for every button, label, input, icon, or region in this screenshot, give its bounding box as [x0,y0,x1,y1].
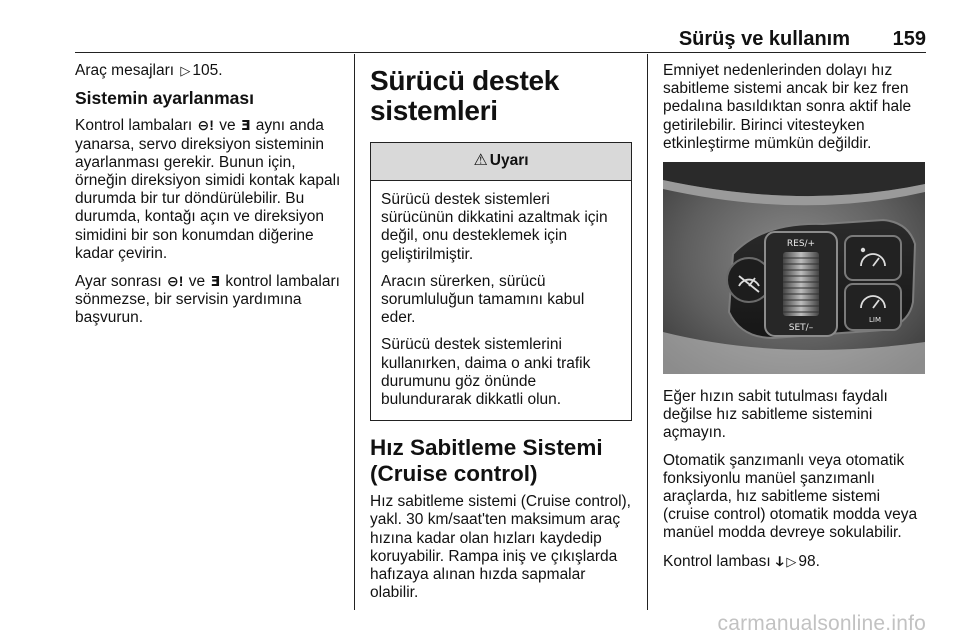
chapter-heading-line-1: Sürücü destek [370,65,560,96]
cruise-paragraph-1: Hız sabitleme sistemi (Cruise control), yakl. 30 km/saat'ten maksimum araç hızına kadar olan hızları kaydedip koruyabilir. Rampa iniş ve çıkışlarda hafızaya alınan hızda sapmalar olabilir. [370,493,631,602]
chapter-heading-line-2: sistemleri [370,95,498,126]
intro-text: Araç mesajları [75,62,175,79]
steering-wheel-controls-photo [663,162,925,374]
section-heading-line-1: Hız Sabitleme Sistemi [370,435,603,461]
intro-page-ref[interactable]: 105. [192,62,223,79]
column-3 [663,62,926,580]
warning-triangle-icon: ⚠ [473,152,488,170]
section-title: Sürüş ve kullanım [678,28,850,50]
steering-wheel-icon: ⴺ [210,273,221,290]
warning-paragraph-3: Sürücü destek sistemlerini kullanırken, daima o anki trafik durumunu göz önünde bulundurarak dikkatli olun. [381,336,591,409]
control-lamp-page-ref[interactable]: 98. [798,552,820,570]
column-divider-1 [354,54,355,610]
warning-body [371,181,631,420]
p2-text-b: ve [188,273,206,291]
p1-text-a: Kontrol lambaları [75,117,193,135]
column-divider-2 [647,54,648,610]
p1-text-c: aynı anda yanarsa, servo direksiyon sisteminin ayarlanması gerekir. Bunun için, örneğin direksiyon simidi kontak kapalı durumda bir tur döndürülebilir. Bu durumda, kontağı açın ve direksiyon simidini bir son konumdan diğerine kadar çevirin. [75,117,341,262]
watermark: carmanualsonline.info [717,612,926,635]
chapter-heading [370,66,632,126]
header-rule [75,52,926,53]
subsection-heading: Sistemin ayarlanması [75,88,254,109]
p2-text-a: Ayar sonrası [75,273,162,291]
warning-box [370,142,632,421]
warning-paragraph-2: Aracın sürerken, sürücü sorumluluğun tamamını kabul eder. [381,272,585,327]
section-heading-line-2: (Cruise control) [370,461,538,487]
transmission-paragraph: Otomatik şanzımanlı veya otomatik fonksiyonlu manüel şanzımanlı araçlarda, hız sabitleme sistemi (cruise control) otomatik modda veya manüel modda devreye sokulabilir. [663,451,918,542]
column-1 [75,62,345,337]
steering-wheel-icon: ⴺ [240,117,251,134]
page-ref-arrow-icon: ▷ [786,553,797,569]
page-number: 159 [892,28,926,50]
intro-paragraph [75,62,345,80]
advice-paragraph: Eğer hızın sabit tutulması faydalı değilse hız sabitleme sistemini açmayın. [663,388,888,442]
page-header [75,28,926,52]
p1-text-b: ve [219,117,236,135]
power-steering-warning-icon: ⊖! [167,273,184,290]
set-label: SET/– [788,323,814,334]
lim-label: LIM [868,316,882,325]
warning-paragraph-1: Sürücü destek sistemleri sürücünün dikkatini azaltmak için değil, onu desteklemek için geliştirilmiştir. [381,191,608,263]
warning-header [371,143,631,181]
power-steering-warning-icon: ⊖! [197,117,214,134]
page-ref-arrow-icon: ▷ [180,63,191,78]
warning-label: Uyarı [489,152,529,170]
control-lamp-paragraph [663,552,926,571]
safety-paragraph: Emniyet nedenlerinden dolayı hız sabitleme sistemi ancak bir kez fren pedalına basıldıktan sonra aktif hale getirilebilir. Birinci vitesteyken etkinleştirme mümkün değildir. [663,62,912,152]
cruise-control-lamp-icon: ↆ [776,552,784,569]
column-2 [370,62,632,611]
p2-text-c: kontrol lambaları sönmezse, bir servisin yardımına başvurun. [75,273,340,327]
section-heading [370,435,632,487]
control-lamp-text: Kontrol lambası [663,552,771,570]
paragraph-2 [75,272,345,328]
res-label: RES/+ [786,239,816,250]
paragraph-1 [75,116,345,263]
